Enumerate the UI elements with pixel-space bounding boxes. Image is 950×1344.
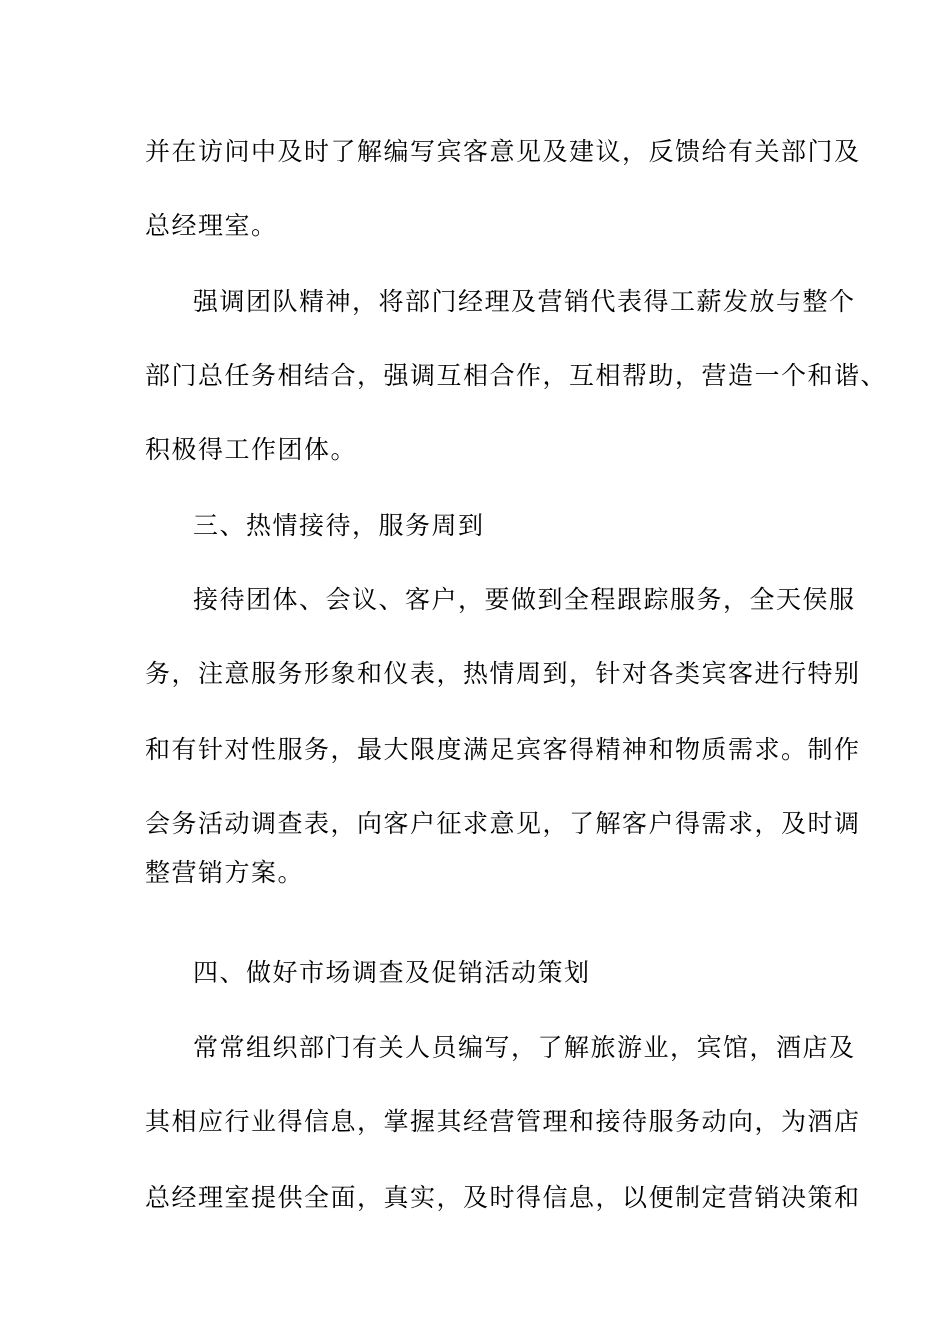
section-heading: 四、做好市场调查及促销活动策划: [193, 958, 591, 987]
paragraph-first-line: 强调团队精神，将部门经理及营销代表得工薪发放与整个: [193, 287, 856, 316]
text-line: 会务活动调查表，向客户征求意见，了解客户得需求，及时调: [145, 809, 861, 838]
section-heading: 三、热情接待，服务周到: [193, 511, 485, 540]
paragraph-first-line: 接待团体、会议、客户，要做到全程跟踪服务，全天侯服: [193, 585, 856, 614]
text-line: 务，注意服务形象和仪表，热情周到，针对各类宾客进行特别: [145, 659, 861, 688]
text-line: 并在访问中及时了解编写宾客意见及建议，反馈给有关部门及: [145, 137, 861, 166]
text-line: 总经理室提供全面，真实，及时得信息，以便制定营销决策和: [145, 1183, 861, 1212]
text-line: 整营销方案。: [145, 858, 305, 887]
text-line: 和有针对性服务，最大限度满足宾客得精神和物质需求。制作: [145, 735, 861, 764]
text-line: 其相应行业得信息，掌握其经营管理和接待服务动向，为酒店: [145, 1107, 861, 1136]
text-line: 总经理室。: [145, 211, 278, 240]
text-line: 积极得工作团体。: [145, 435, 358, 464]
text-line: 部门总任务相结合，强调互相合作，互相帮助，营造一个和谐、: [145, 361, 888, 390]
paragraph-first-line: 常常组织部门有关人员编写，了解旅游业，宾馆，酒店及: [193, 1033, 856, 1062]
